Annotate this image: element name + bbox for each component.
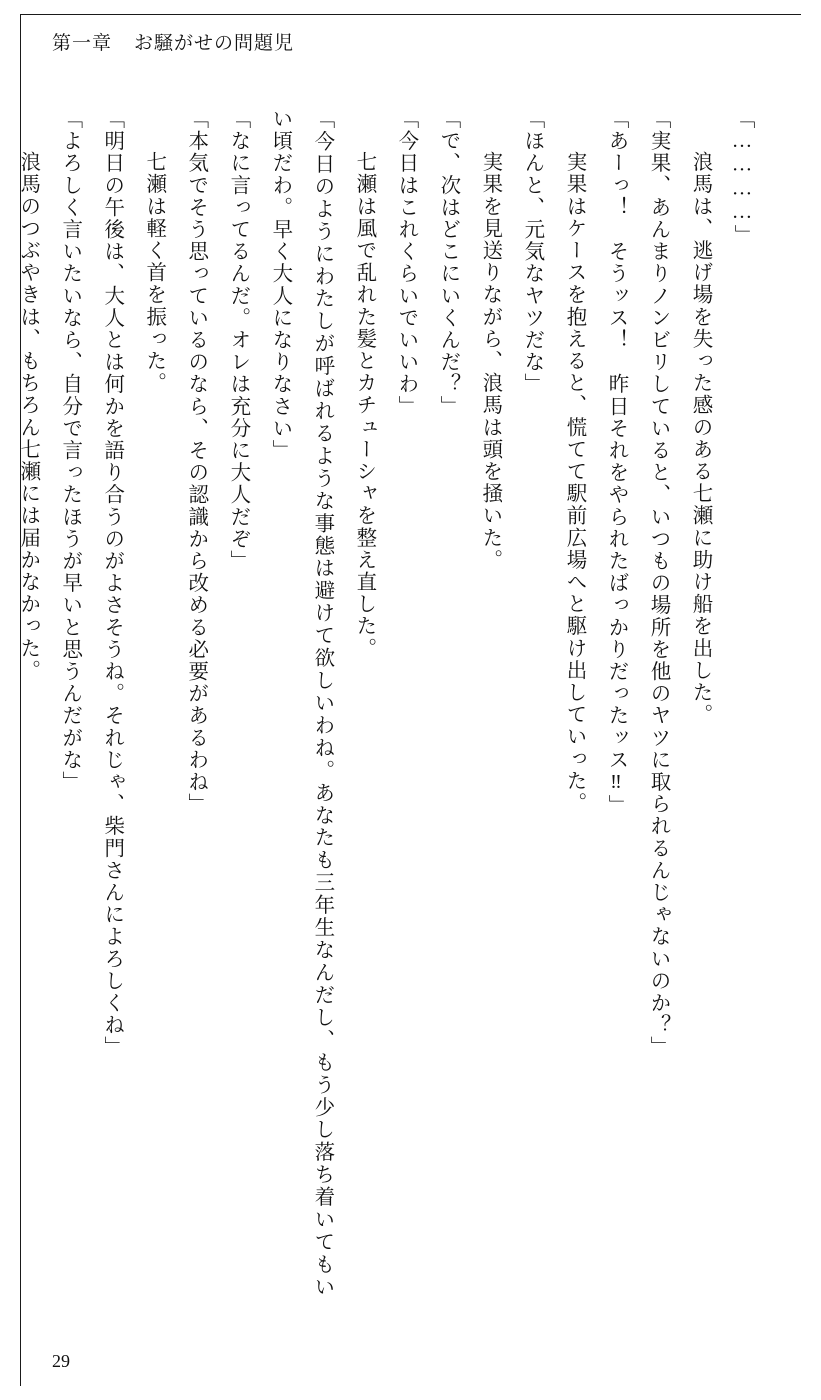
body-text [7,108,763,1298]
paragraph: 「実果、あんまりノンビリしていると、いつもの場所を他のヤツに取られるんじゃないのか？」 [646,108,669,1059]
chapter-title: お騒がせの問題児 [134,33,295,54]
page-number: 29 [52,1351,70,1371]
paragraph: 七瀬は風で乱れた髪とカチューシャを整え直した。 [352,128,375,659]
paragraph: 実果はケースを抱えると、慌てて駅前広場へと駆け出していった。 [562,128,585,814]
chapter-number: 第一章 [52,33,113,54]
paragraph: 「なに言ってるんだ。オレは充分に大人だぞ」 [226,108,249,573]
running-head [52,28,294,55]
paragraph: 実果を見送りながら、浪馬は頭を掻いた。 [478,128,501,571]
paragraph: 「明日の午後は、大人とは何かを語り合うのがよさそうね。それじゃ、柴門さんによろしくね」 [100,108,123,1059]
paragraph: 七瀬は軽く首を振った。 [142,128,165,394]
paragraph: 「あーっ！ そうッス！ 昨日それをやられたばっかりだったッス‼」 [604,108,627,817]
paragraph: 「本気でそう思っているのなら、その認識から改める必要があるわね」 [184,108,207,816]
paragraph: 「…………」 [731,108,753,247]
paragraph: 「今日のようにわたしが呼ばれるような事態は避けて欲しいわね。あなたも三年生なんだし、もう少し落ち着いてもいい頃だわ。早く大人になりなさい」 [268,108,333,1298]
paragraph: 浪馬は、逃げ場を失った感のある七瀬に助け船を出した。 [688,128,711,726]
paragraph: 「で、次はどこにいくんだ？」 [436,108,459,418]
header-rule [20,14,801,15]
paragraph: 浪馬のつぶやきは、もちろん七瀬には届かなかった。 [16,128,39,681]
paragraph: 「今日はこれくらいでいいわ」 [394,108,417,418]
paragraph: 「よろしく言いたいなら、自分で言ったほうが早いと思うんだがな」 [58,108,81,794]
paragraph: 「ほんと、元気なヤツだな」 [520,108,543,396]
